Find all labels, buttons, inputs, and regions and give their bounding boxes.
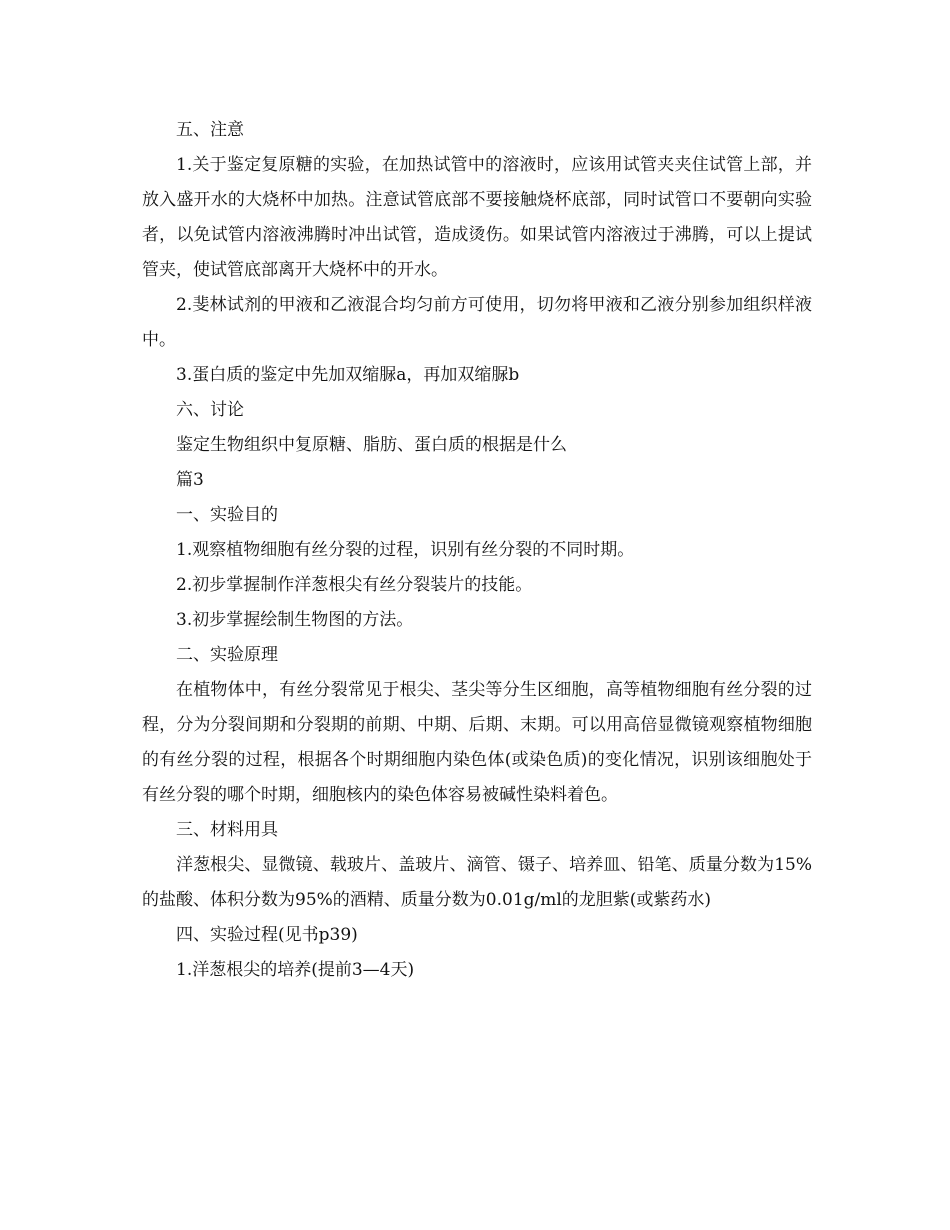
purpose-item-2: 2.初步掌握制作洋葱根尖有丝分裂装片的技能。 [176, 575, 533, 595]
purpose-item-3: 3.初步掌握绘制生物图的方法。 [176, 610, 414, 630]
chapter-heading: 篇3 [176, 470, 204, 490]
principle-paragraph: 在植物体中，有丝分裂常见于根尖、茎尖等分生区细胞，高等植物细胞有丝分裂的过程，分为分裂间期和分裂期的前期、中期、后期、末期。可以用高倍显微镜观察植物细胞的有丝分裂的过程，根据各个时期细胞内染色体(或染色质)的变化情况，识别该细胞处于有丝分裂的哪个时期，细胞核内的染色体容易被碱性染料着色。 [142, 680, 812, 805]
materials-paragraph: 洋葱根尖、显微镜、载玻片、盖玻片、滴管、镊子、培养皿、铅笔、质量分数为15%的盐酸、体积分数为95%的酒精、质量分数为0.01g/ml的龙胆紫(或紫药水) [142, 855, 812, 910]
section-heading-materials: 三、材料用具 [176, 820, 278, 840]
purpose-item-1: 1.观察植物细胞有丝分裂的过程，识别有丝分裂的不同时期。 [176, 540, 635, 560]
section-heading-notes: 五、注意 [176, 120, 244, 140]
document-body [142, 113, 812, 988]
note-item-3: 3.蛋白质的鉴定中先加双缩脲a，再加双缩脲b [176, 365, 520, 385]
section-heading-principle: 二、实验原理 [176, 645, 278, 665]
note-item-2: 2.斐林试剂的甲液和乙液混合均匀前方可使用，切勿将甲液和乙液分别参加组织样液中。 [142, 295, 812, 350]
section-heading-procedure: 四、实验过程(见书p39) [176, 925, 358, 945]
section-heading-purpose: 一、实验目的 [176, 505, 278, 525]
note-item-1: 1.关于鉴定复原糖的实验，在加热试管中的溶液时，应该用试管夹夹住试管上部，并放入盛开水的大烧杯中加热。注意试管底部不要接触烧杯底部，同时试管口不要朝向实验者，以免试管内溶液沸腾时冲出试管，造成烫伤。如果试管内溶液过于沸腾，可以上提试管夹，使试管底部离开大烧杯中的开水。 [142, 155, 812, 280]
procedure-step-1: 1.洋葱根尖的培养(提前3—4天) [176, 960, 415, 980]
section-heading-discussion: 六、讨论 [176, 400, 244, 420]
discussion-question: 鉴定生物组织中复原糖、脂肪、蛋白质的根据是什么 [176, 435, 567, 455]
